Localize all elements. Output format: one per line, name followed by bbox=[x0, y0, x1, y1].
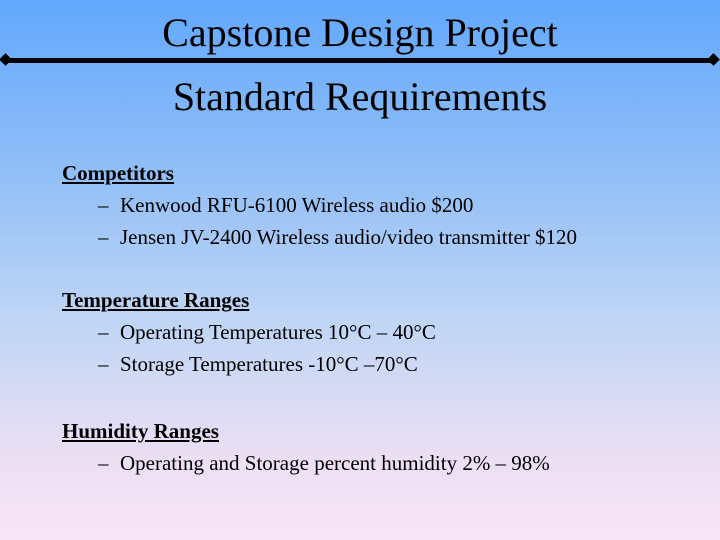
slide-title-line-2: Standard Requirements bbox=[172, 74, 548, 119]
list-item bbox=[62, 189, 577, 221]
section-humidity-ranges bbox=[62, 415, 550, 479]
list-item bbox=[62, 348, 436, 380]
dash-bullet-icon: – bbox=[98, 193, 109, 217]
list-item-text: Kenwood RFU-6100 Wireless audio $200 bbox=[120, 193, 474, 217]
slide-title-line-1: Capstone Design Project bbox=[162, 10, 558, 55]
section-heading: Competitors bbox=[62, 161, 174, 185]
divider-end-right-diamond bbox=[707, 53, 720, 66]
title-divider bbox=[6, 58, 714, 63]
bullet-list bbox=[62, 447, 550, 479]
section-heading: Temperature Ranges bbox=[62, 288, 250, 312]
divider-end-left-diamond bbox=[0, 53, 12, 66]
section-heading: Humidity Ranges bbox=[62, 419, 219, 443]
list-item-text: Storage Temperatures -10°C –70°C bbox=[120, 352, 418, 376]
dash-bullet-icon: – bbox=[98, 225, 109, 249]
dash-bullet-icon: – bbox=[98, 352, 109, 376]
dash-bullet-icon: – bbox=[98, 320, 109, 344]
dash-bullet-icon: – bbox=[98, 451, 109, 475]
bullet-list bbox=[62, 316, 436, 380]
bullet-list bbox=[62, 189, 577, 253]
list-item-text: Jensen JV-2400 Wireless audio/video transmitter $120 bbox=[120, 225, 578, 249]
list-item-text: Operating Temperatures 10°C – 40°C bbox=[120, 320, 436, 344]
list-item-text: Operating and Storage percent humidity 2% – 98% bbox=[120, 451, 550, 475]
list-item bbox=[62, 316, 436, 348]
section-temperature-ranges bbox=[62, 284, 436, 380]
section-competitors bbox=[62, 157, 577, 253]
list-item bbox=[62, 221, 577, 253]
list-item bbox=[62, 447, 550, 479]
